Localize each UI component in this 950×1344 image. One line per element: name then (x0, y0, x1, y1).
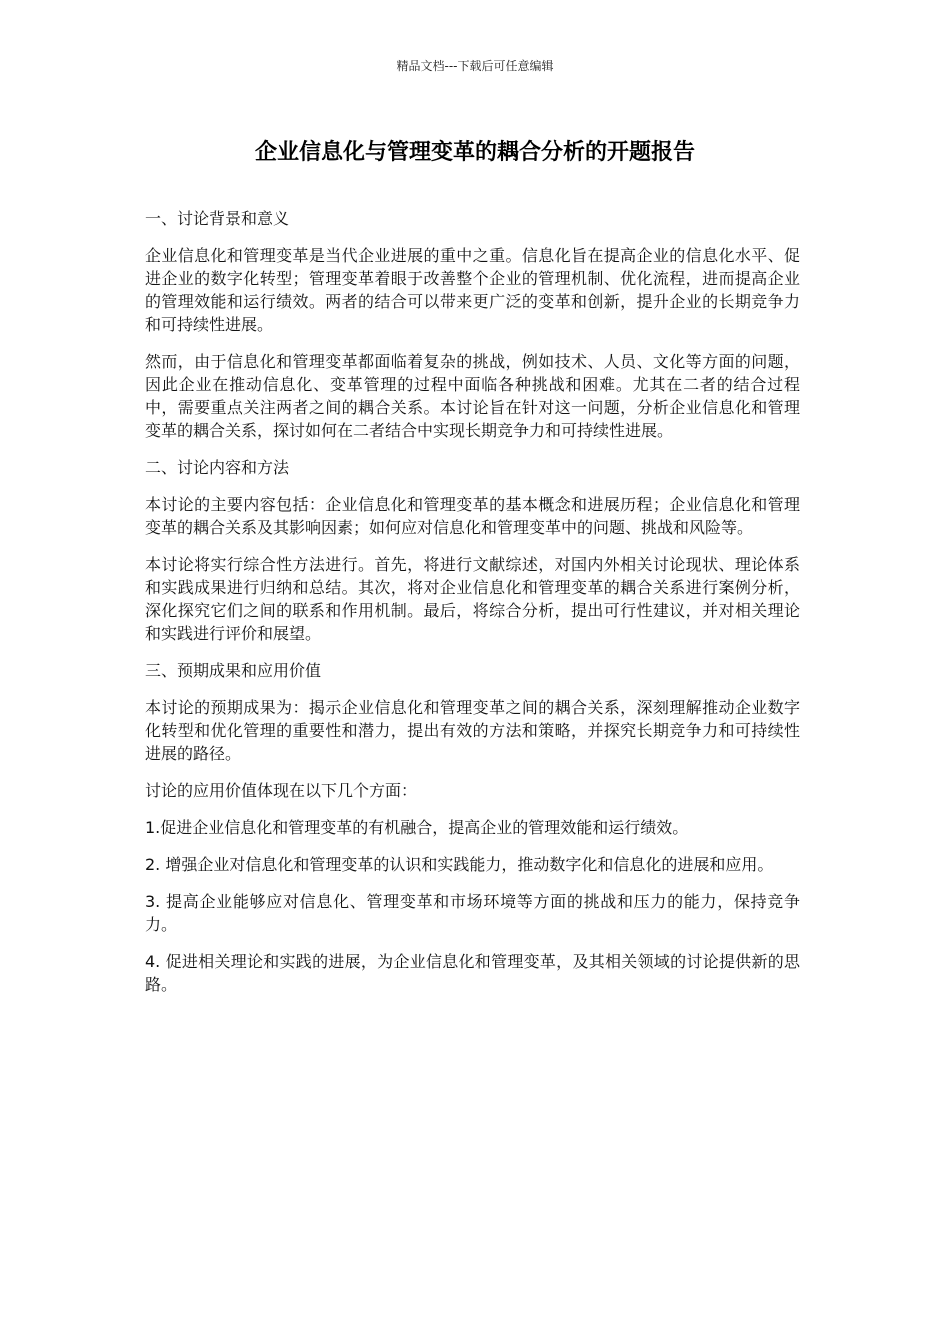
document-body (145, 207, 800, 1010)
paragraph: 企业信息化和管理变革是当代企业进展的重中之重。信息化旨在提高企业的信息化水平、促进企业的数字化转型；管理变革着眼于改善整个企业的管理机制、优化流程，进而提高企业的管理效能和运行绩效。两者的结合可以带来更广泛的变革和创新，提升企业的长期竞争力和可持续性进展。 (145, 246, 800, 334)
header-note: 精品文档---下载后可任意编辑 (396, 59, 554, 73)
section-heading: 一、讨论背景和意义 (145, 209, 290, 228)
section-heading: 二、讨论内容和方法 (145, 458, 290, 477)
paragraph: 讨论的应用价值体现在以下几个方面： (145, 781, 418, 800)
section-heading: 三、预期成果和应用价值 (145, 661, 322, 680)
paragraph: 然而，由于信息化和管理变革都面临着复杂的挑战，例如技术、人员、文化等方面的问题，因此企业在推动信息化、变革管理的过程中面临各种挑战和困难。尤其在二者的结合过程中，需要重点关注两者之间的耦合关系。本讨论旨在针对这一问题，分析企业信息化和管理变革的耦合关系，探讨如何在二者结合中实现长期竞争力和可持续性进展。 (145, 352, 800, 440)
document-title: 企业信息化与管理变革的耦合分析的开题报告 (254, 140, 695, 165)
list-item: 1.促进企业信息化和管理变革的有机融合，提高企业的管理效能和运行绩效。 (145, 818, 689, 837)
list-item: 2. 增强企业对信息化和管理变革的认识和实践能力，推动数字化和信息化的进展和应用。 (145, 855, 774, 874)
list-item: 4. 促进相关理论和实践的进展，为企业信息化和管理变革，及其相关领域的讨论提供新的思路。 (145, 952, 800, 994)
paragraph: 本讨论的主要内容包括：企业信息化和管理变革的基本概念和进展历程；企业信息化和管理变革的耦合关系及其影响因素；如何应对信息化和管理变革中的问题、挑战和风险等。 (145, 495, 800, 537)
paragraph: 本讨论的预期成果为：揭示企业信息化和管理变革之间的耦合关系，深刻理解推动企业数字化转型和优化管理的重要性和潜力，提出有效的方法和策略，并探究长期竞争力和可持续性进展的路径。 (145, 698, 800, 763)
list-item: 3. 提高企业能够应对信息化、管理变革和市场环境等方面的挑战和压力的能力，保持竞争力。 (145, 892, 800, 934)
paragraph: 本讨论将实行综合性方法进行。首先，将进行文献综述，对国内外相关讨论现状、理论体系和实践成果进行归纳和总结。其次，将对企业信息化和管理变革的耦合关系进行案例分析，深化探究它们之间的联系和作用机制。最后，将综合分析，提出可行性建议，并对相关理论和实践进行评价和展望。 (145, 555, 800, 643)
